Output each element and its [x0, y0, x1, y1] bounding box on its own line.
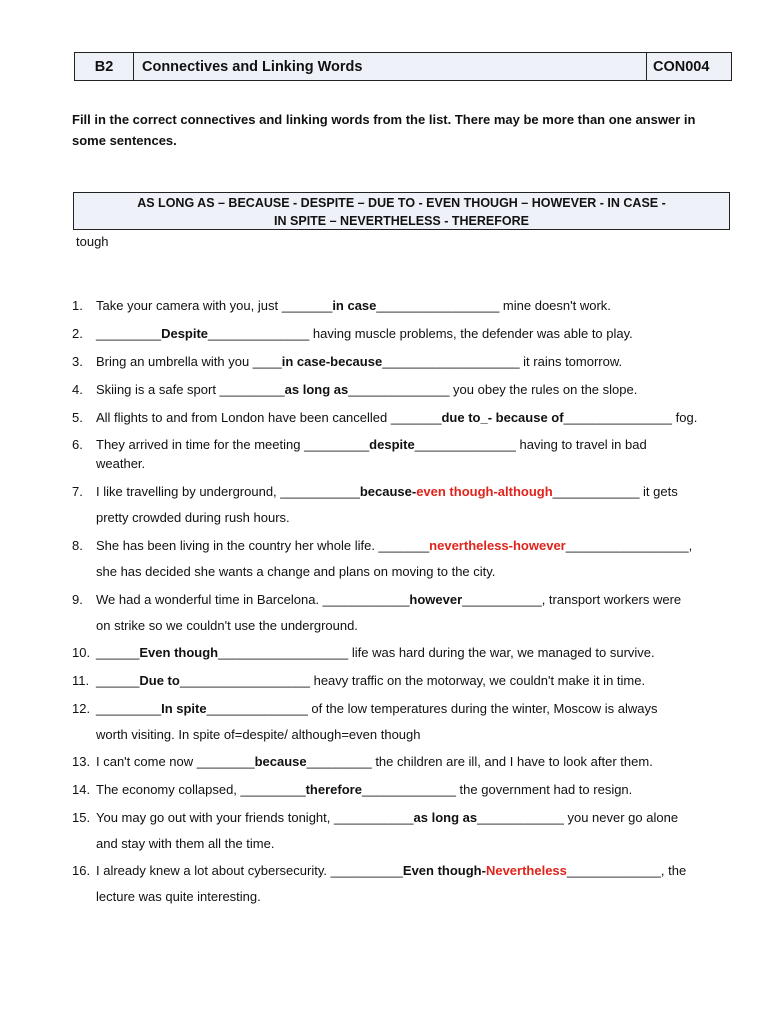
sentence-line: [96, 484, 678, 499]
sentence-text: __________________ heavy traffic on the motorway, we couldn't make it in time.: [179, 673, 646, 688]
sentence-text: ______________ you obey the rules on the slope.: [348, 382, 638, 397]
corrected-answer-text: Nevertheless: [485, 863, 567, 878]
word-list-box: [73, 192, 730, 230]
sentence-text: ___________________ it rains tomorrow.: [382, 354, 623, 369]
sentence-line: [96, 456, 145, 471]
sentence-text: ____________ it gets: [552, 484, 678, 499]
item-number: 8.: [72, 538, 83, 553]
sentence-line: [96, 645, 655, 660]
item-number: 1.: [72, 298, 83, 313]
sentence-text: ____________ you never go alone: [477, 810, 679, 825]
sentence-text: ______: [96, 645, 140, 660]
sentence-line: [96, 836, 274, 851]
sentence-text: ______: [96, 673, 140, 688]
instructions-line-2: some sentences.: [72, 133, 177, 148]
answer-text: because-: [359, 484, 417, 499]
sentence-line: [96, 410, 697, 425]
item-number: 16.: [72, 863, 91, 878]
item-number: 3.: [72, 354, 83, 369]
sentence-line: [96, 618, 358, 633]
item-number: 6.: [72, 437, 83, 452]
sentence-line: [96, 754, 653, 769]
item-number: 10.: [72, 645, 91, 660]
item-number: 12.: [72, 701, 91, 716]
answer-text: in case: [332, 298, 377, 313]
corrected-answer-text: even though-although: [416, 484, 553, 499]
sentence-line: [96, 382, 637, 397]
sentence-text: We had a wonderful time in Barcelona. ____________: [96, 592, 410, 607]
sentence-line: [96, 889, 261, 904]
instructions: [72, 109, 732, 151]
sentence-text: Skiing is a safe sport _________: [96, 382, 285, 397]
item-number: 15.: [72, 810, 91, 825]
sentence-line: [96, 592, 681, 607]
item-number: 5.: [72, 410, 83, 425]
sentence-text: She has been living in the country her whole life. _______: [96, 538, 430, 553]
answer-text: however: [409, 592, 463, 607]
sentence-text: Bring an umbrella with you ____: [96, 354, 282, 369]
item-number: 9.: [72, 592, 83, 607]
sentence-line: [96, 510, 290, 525]
sentence-line: [96, 298, 611, 313]
sentence-line: [96, 437, 647, 452]
answer-text: as long as: [284, 382, 349, 397]
answer-text: Due to: [139, 673, 180, 688]
sentence-text: _________________,: [565, 538, 693, 553]
sentence-line: [96, 538, 692, 553]
sentence-text: she has decided she wants a change and plans on moving to the city.: [96, 564, 496, 579]
item-number: 14.: [72, 782, 91, 797]
sentence-text: ______________ having muscle problems, the defender was able to play.: [208, 326, 633, 341]
sentence-text: _________ the children are ill, and I have to look after them.: [306, 754, 653, 769]
sentence-text: _________: [96, 326, 162, 341]
word-list-line-1: AS LONG AS – BECAUSE - DESPITE – DUE TO - EVEN THOUGH – HOWEVER - IN CASE -: [137, 196, 666, 210]
sentence-line: [96, 326, 633, 341]
word-list-line-2: IN SPITE – NEVERTHELESS - THEREFORE: [274, 214, 529, 228]
sentence-text: on strike so we couldn't use the underground.: [96, 618, 358, 633]
sentence-text: ______________ having to travel in bad: [414, 437, 647, 452]
answer-text: Despite: [161, 326, 209, 341]
corrected-answer-text: nevertheless-however: [429, 538, 566, 553]
sentence-text: I can't come now ________: [96, 754, 255, 769]
answer-text: therefore: [305, 782, 362, 797]
sentence-text: __________________ life was hard during the war, we managed to survive.: [218, 645, 655, 660]
sentence-text: I already knew a lot about cybersecurity. __________: [96, 863, 403, 878]
worksheet-title: Connectives and Linking Words: [134, 53, 647, 80]
stray-text: tough: [76, 234, 109, 249]
sentence-line: [96, 701, 658, 716]
header-table: [74, 52, 732, 81]
sentence-text: _________________ mine doesn't work.: [376, 298, 611, 313]
level-cell: B2: [75, 53, 134, 80]
item-number: 13.: [72, 754, 91, 769]
item-number: 7.: [72, 484, 83, 499]
sentence-text: They arrived in time for the meeting _________: [96, 437, 370, 452]
sentence-text: ___________, transport workers were: [462, 592, 682, 607]
sentence-text: You may go out with your friends tonight, ___________: [96, 810, 414, 825]
sentence-text: ______________ of the low temperatures during the winter, Moscow is always: [206, 701, 658, 716]
answer-text: Even though: [139, 645, 219, 660]
sentence-text: pretty crowded during rush hours.: [96, 510, 290, 525]
sentence-line: [96, 673, 645, 688]
answer-text: Even though-: [402, 863, 486, 878]
sentence-line: [96, 354, 622, 369]
sentence-text: _________: [96, 701, 162, 716]
answer-text: despite: [369, 437, 415, 452]
sentence-text: All flights to and from London have been cancelled _______: [96, 410, 442, 425]
sentence-text: I like travelling by underground, ___________: [96, 484, 360, 499]
sentence-text: and stay with them all the time.: [96, 836, 275, 851]
answer-text: In spite: [161, 701, 207, 716]
item-number: 4.: [72, 382, 83, 397]
worksheet-code: CON004: [653, 58, 710, 75]
sentence-text: The economy collapsed, _________: [96, 782, 306, 797]
sentence-line: [96, 727, 421, 742]
sentence-text: lecture was quite interesting.: [96, 889, 261, 904]
sentence-text: Take your camera with you, just _______: [96, 298, 333, 313]
item-number: 2.: [72, 326, 83, 341]
answer-text: as long as: [413, 810, 478, 825]
sentence-text: worth visiting. In spite of=despite/ although=even though: [96, 727, 421, 742]
sentence-line: [96, 863, 686, 878]
sentence-text: weather.: [96, 456, 146, 471]
sentence-text: _____________, the: [566, 863, 687, 878]
answer-text: due to_- because of: [441, 410, 564, 425]
instructions-line-1: Fill in the correct connectives and linking words from the list. There may be more than one answer in: [72, 112, 696, 127]
sentence-line: [96, 564, 495, 579]
sentence-text: _____________ the government had to resign.: [361, 782, 633, 797]
item-number: 11.: [72, 673, 90, 688]
sentence-line: [96, 782, 632, 797]
sentence-text: _______________ fog.: [563, 410, 698, 425]
answer-text: because: [254, 754, 307, 769]
sentence-line: [96, 810, 678, 825]
answer-text: in case-because: [281, 354, 383, 369]
